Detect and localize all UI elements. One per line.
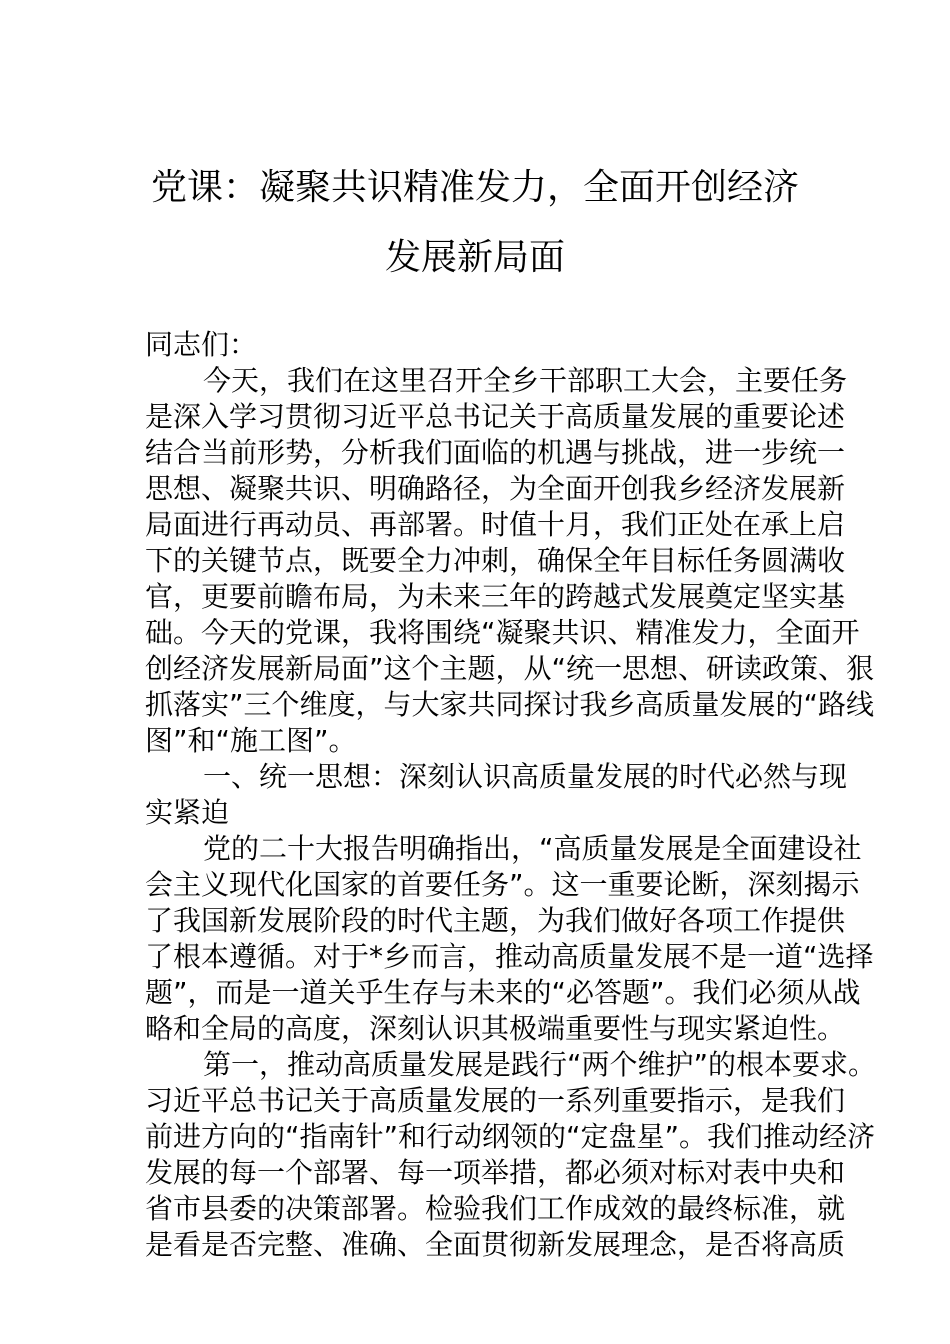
text-line: 官，更要前瞻布局，为未来三年的跨越式发展奠定坚实基 [145, 580, 846, 613]
text-line: 是深入学习贯彻习近平总书记关于高质量发展的重要论述 [145, 400, 846, 433]
text-line: 了我国新发展阶段的时代主题，为我们做好各项工作提供 [145, 904, 846, 937]
text-line: 图”和“施工图”。 [145, 724, 357, 757]
text-line: 下的关键节点，既要全力冲刺，确保全年目标任务圆满收 [145, 544, 846, 577]
text-line: 础。今天的党课，我将围绕“凝聚共识、精准发力，全面开 [145, 616, 860, 649]
text-line: 习近平总书记关于高质量发展的一系列重要指示，是我们 [145, 1084, 846, 1117]
paragraph [145, 1047, 877, 1263]
text-line: 会主义现代化国家的首要任务”。这一重要论断，深刻揭示 [145, 868, 860, 901]
title-line: 党课：凝聚共识精准发力，全面开创经济 [150, 167, 799, 208]
paragraph [145, 363, 875, 759]
text-line: 是看是否完整、准确、全面贯彻新发展理念，是否将高质 [145, 1228, 846, 1261]
text-line: 题”，而是一道关乎生存与未来的“必答题”。我们必须从战 [145, 976, 861, 1009]
document-body [145, 327, 877, 1263]
paragraph [145, 831, 874, 1047]
text-line: 党的二十大报告明确指出，“高质量发展是全面建设社 [203, 832, 862, 865]
text-line: 前进方向的“指南针”和行动纲领的“定盘星”。我们推动经济 [145, 1120, 876, 1153]
text-line: 实紧迫 [145, 796, 230, 829]
text-line: 同志们： [145, 328, 258, 361]
text-line: 发展的每一个部署、每一项举措，都必须对标对表中央和 [145, 1156, 846, 1189]
text-line: 一、统一思想：深刻认识高质量发展的时代必然与现 [203, 760, 848, 793]
text-line: 了根本遵循。对于*乡而言，推动高质量发展不是一道“选择 [145, 940, 874, 973]
paragraph [145, 759, 848, 831]
text-line: 今天，我们在这里召开全乡干部职工大会，主要任务 [203, 364, 848, 397]
document-title [0, 153, 950, 293]
text-line: 结合当前形势，分析我们面临的机遇与挑战，进一步统一 [145, 436, 846, 469]
text-line: 思想、凝聚共识、明确路径，为全面开创我乡经济发展新 [145, 472, 846, 505]
text-line: 局面进行再动员、再部署。时值十月，我们正处在承上启 [145, 508, 846, 541]
text-line: 略和全局的高度，深刻认识其极端重要性与现实紧迫性。 [145, 1012, 846, 1045]
paragraph [145, 327, 805, 363]
text-line: 第一，推动高质量发展是践行“两个维护”的根本要求。 [203, 1048, 877, 1081]
text-line: 创经济发展新局面”这个主题，从“统一思想、研读政策、狠 [145, 652, 875, 685]
text-line: 抓落实”三个维度，与大家共同探讨我乡高质量发展的“路线 [145, 688, 875, 721]
text-line: 省市县委的决策部署。检验我们工作成效的最终标准，就 [145, 1192, 846, 1225]
title-line: 发展新局面 [384, 237, 565, 278]
